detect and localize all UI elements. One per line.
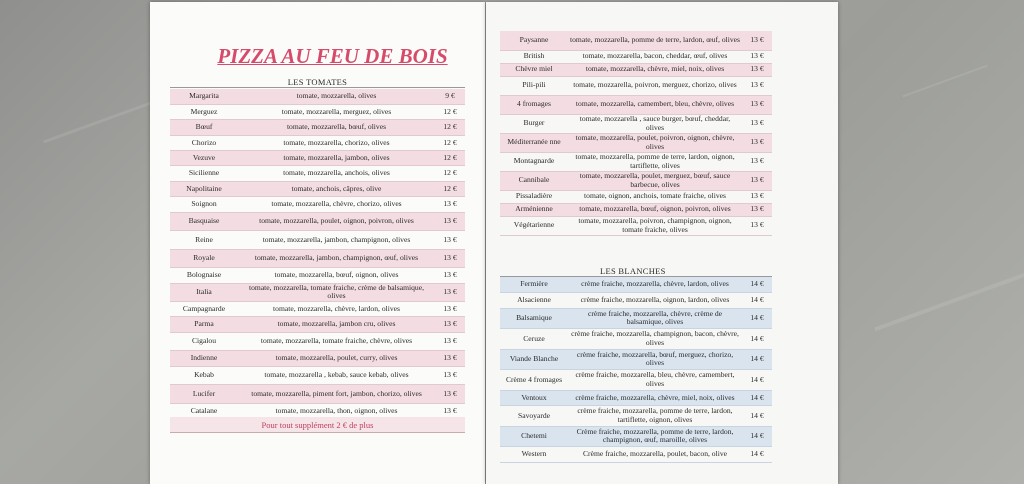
pizza-name: Soignon: [191, 199, 217, 209]
pizza-ingredients: tomate, mozzarella, pomme de terre, lardon, oignon, tartiflette, olives: [575, 152, 735, 170]
pizza-price: 12 €: [443, 106, 457, 116]
pizza-ingredients: tomate, mozzarella, chèvre, chorizo, olives: [271, 199, 402, 209]
pizza-name: 4 fromages: [500, 95, 568, 114]
menu-right-page: [486, 2, 838, 484]
pizza-name: Catalane: [190, 405, 218, 415]
pizza-price: 13 €: [742, 203, 772, 216]
menu-row: [500, 31, 772, 50]
pizza-ingredients: tomate, mozzarella, anchois, olives: [283, 168, 390, 178]
pizza-price: 14 €: [750, 295, 764, 305]
pizza-price: 9 €: [435, 89, 465, 104]
pizza-ingredients: tomate, mozzarella , kebab, sauce kebab, olives: [264, 370, 409, 380]
pizza-ingredients: tomate, anchois, câpres, olive: [238, 181, 435, 196]
menu-row: [500, 426, 772, 447]
pizza-name: Pissaladière: [515, 191, 553, 201]
pizza-ingredients: tomate, mozzarella, poulet, curry, olives: [238, 351, 435, 366]
pizza-price: 13 €: [742, 95, 772, 114]
pizza-ingredients: tomate, mozzarella, jambon cru, olives: [238, 317, 435, 332]
pizza-ingredients: tomate, mozzarella, chèvre, miel, noix, olives: [568, 63, 742, 76]
menu-row: [170, 166, 465, 181]
pizza-ingredients: crème fraiche, mozzarella, chèvre, miel, noix, olives: [568, 390, 742, 406]
pizza-price: 13 €: [435, 351, 465, 366]
pizza-price: 12 €: [435, 151, 465, 166]
pizza-name: Crème 4 fromages: [505, 374, 563, 384]
pizza-price: 13 €: [443, 304, 457, 313]
pizza-name: British: [523, 51, 545, 61]
pizza-ingredients: Crème fraiche, mozzarella, pomme de terre, lardon, champignon, œuf, maroille, olives: [568, 426, 742, 447]
pizza-price: 13 €: [435, 249, 465, 268]
menu-row: [170, 366, 465, 385]
pizza-ingredients: tomate, oignon, anchois, tomate fraiche, olives: [584, 191, 726, 201]
menu-row: [170, 151, 465, 166]
pizza-name: Balsamique: [500, 308, 568, 329]
pizza-price: 13 €: [750, 156, 764, 166]
pizza-name: Méditerranée nne: [500, 133, 568, 152]
pizza-name: Margarita: [170, 89, 238, 104]
pizza-ingredients: crème fraiche, mozzarella, oignon, lardon, olives: [580, 295, 730, 305]
pizza-price: 13 €: [750, 220, 764, 230]
pizza-ingredients: tomate, mozzarella, jambon, olives: [238, 151, 435, 166]
menu-row: [500, 171, 772, 190]
pizza-name: Végétarienne: [513, 220, 555, 230]
pizza-price: 13 €: [443, 199, 457, 209]
menu-row: [170, 120, 465, 135]
pizza-ingredients: tomate, mozzarella, merguez, olives: [281, 106, 392, 116]
tomates-table: [170, 89, 465, 419]
menu-row: [500, 76, 772, 95]
pizza-ingredients: tomate, mozzarella, pomme de terre, lardon, œuf, olives: [568, 31, 742, 50]
pizza-ingredients: tomate, mozzarella , sauce burger, bœuf, cheddar, olives: [579, 114, 731, 132]
menu-row: [500, 406, 772, 427]
pizza-ingredients: crème fraiche, mozzarella, bœuf, merguez, chorizo, olives: [568, 349, 742, 370]
pizza-price: 14 €: [750, 410, 764, 420]
pizza-name: Arménienne: [500, 203, 568, 216]
pizza-price: 14 €: [742, 390, 772, 406]
pizza-name: Cigalou: [191, 336, 217, 346]
menu-left-page: [150, 2, 485, 484]
pizza-ingredients: tomate, mozzarella, tomate fraiche, crème de balsamique, olives: [238, 283, 435, 302]
pizza-name: Alsacienne: [517, 295, 551, 305]
pizza-name: Merguez: [190, 106, 218, 116]
pizza-name: Ventoux: [500, 390, 568, 406]
menu-title: PIZZA AU FEU DE BOIS: [217, 44, 448, 68]
pizza-price: 13 €: [742, 31, 772, 50]
pizza-price: 13 €: [435, 317, 465, 332]
pizza-price: 14 €: [750, 374, 764, 384]
pizza-name: Chorizo: [191, 137, 217, 147]
pizza-ingredients: crème fraiche, mozzarella, bleu, chèvre, camembert, olives: [575, 370, 735, 388]
pizza-ingredients: tomate, mozzarella, chorizo, olives: [283, 137, 390, 147]
pizza-ingredients: crème fraiche, mozzarella, pomme de terre, lardon, tartiflette, oignon, olives: [577, 406, 733, 424]
pizza-price: 13 €: [435, 212, 465, 231]
pizza-price: 13 €: [750, 80, 764, 90]
menu-row: [170, 89, 465, 104]
menu-row: [500, 390, 772, 406]
pizza-ingredients: tomate, mozzarella, poulet, oignon, poivron, olives: [238, 212, 435, 231]
pizza-name: Basquaise: [170, 212, 238, 231]
pizza-name: Chetemi: [500, 426, 568, 447]
menu-row: [170, 231, 465, 250]
pizza-name: Sicilienne: [188, 168, 220, 178]
pizza-price: 14 €: [750, 449, 764, 459]
menu-row: [170, 249, 465, 268]
pizza-price: 13 €: [443, 270, 457, 280]
menu-row: [170, 197, 465, 212]
menu-row: [500, 277, 772, 293]
menu-row: [500, 370, 772, 391]
pizza-price: 12 €: [435, 181, 465, 196]
pizza-price: 13 €: [443, 370, 457, 380]
pizza-name: Burger: [523, 118, 545, 128]
pizza-price: 12 €: [435, 120, 465, 135]
pizza-ingredients: tomate, mozzarella, jambon, champignon, œuf, olives: [238, 249, 435, 268]
blanches-table: [500, 277, 772, 463]
pizza-ingredients: crème fraiche, mozzarella, chèvre, crème de balsamique, olives: [568, 308, 742, 329]
pizza-price: 13 €: [443, 405, 457, 415]
pizza-ingredients: tomate, mozzarella, tomate fraiche, chèvre, olives: [260, 336, 413, 346]
pizza-price: 14 €: [742, 277, 772, 293]
pizza-name: Fermière: [500, 277, 568, 293]
pizza-ingredients: tomate, mozzarella, bacon, cheddar, œuf, olives: [582, 51, 728, 61]
pizza-name: Reine: [195, 234, 213, 244]
menu-row: [170, 212, 465, 231]
menu-row: [170, 317, 465, 332]
pizza-name: Western: [521, 449, 547, 459]
pizza-price: 13 €: [435, 283, 465, 302]
pizza-ingredients: tomate, mozzarella, poivron, merguez, chorizo, olives: [573, 80, 737, 90]
menu-row: [500, 447, 772, 463]
pizza-name: Cannibale: [500, 171, 568, 190]
pizza-ingredients: tomate, mozzarella, camembert, bleu, chèvre, olives: [568, 95, 742, 114]
pizza-price: 13 €: [443, 234, 457, 244]
pizza-price: 13 €: [435, 385, 465, 404]
pizza-price: 14 €: [750, 333, 764, 343]
menu-row: [500, 133, 772, 152]
pizza-price: 13 €: [750, 51, 764, 61]
pizza-price: 13 €: [742, 63, 772, 76]
pizza-price: 14 €: [742, 308, 772, 329]
menu-row: [500, 349, 772, 370]
menu-row: [500, 293, 772, 309]
pizza-name: Bolognaise: [186, 270, 222, 280]
pizza-name: Ceruze: [523, 333, 545, 343]
pizza-ingredients: crème fraiche, mozzarella, chèvre, lardon, olives: [568, 277, 742, 293]
pizza-ingredients: Crème fraiche, mozzarella, poulet, bacon, olive: [582, 449, 727, 459]
menu-row: [500, 95, 772, 114]
menu-row: [170, 385, 465, 404]
pizza-price: 13 €: [750, 118, 764, 128]
pizza-name: Italia: [170, 283, 238, 302]
pizza-ingredients: tomate, mozzarella, bœuf, oignon, poivron, olives: [568, 203, 742, 216]
pizza-name: Bœuf: [170, 120, 238, 135]
menu-row: [500, 329, 772, 350]
pizza-name: Paysanne: [500, 31, 568, 50]
pizza-name: Campagnarde: [182, 304, 226, 313]
pizza-ingredients: tomate, mozzarella, olives: [238, 89, 435, 104]
pizza-price: 13 €: [742, 171, 772, 190]
pizza-price: 13 €: [742, 133, 772, 152]
supplement-note: Pour tout supplément 2 € de plus: [170, 417, 465, 433]
pizza-name: Lucifer: [170, 385, 238, 404]
pizza-name: Indienne: [170, 351, 238, 366]
pizza-name: Royale: [170, 249, 238, 268]
pizza-ingredients: tomate, mozzarella, bœuf, olives: [238, 120, 435, 135]
pizza-ingredients: tomate, mozzarella, chèvre, lardon, olives: [273, 304, 400, 313]
menu-row: [500, 152, 772, 171]
menu-row: [500, 114, 772, 133]
pizza-price: 13 €: [443, 336, 457, 346]
pizza-price: 13 €: [750, 191, 764, 201]
pizza-name: Montagnarde: [513, 156, 555, 166]
menu-row: [500, 216, 772, 235]
menu-row: [170, 268, 465, 283]
pizza-price: 12 €: [443, 137, 457, 147]
pizza-name: Chèvre miel: [500, 63, 568, 76]
pizza-name: Napolitaine: [170, 181, 238, 196]
pizza-ingredients: tomate, mozzarella, bœuf, oignon, olives: [274, 270, 399, 280]
menu-row: [500, 190, 772, 203]
pizza-ingredients: crème fraiche, mozzarella, champignon, bacon, chèvre, olives: [571, 329, 739, 347]
pizza-price: 14 €: [742, 349, 772, 370]
pizza-name: Pili-pili: [522, 80, 546, 90]
pizza-name: Savoyarde: [517, 410, 551, 420]
pizza-ingredients: tomate, mozzarella, thon, oignon, olives: [275, 405, 398, 415]
pizza-ingredients: tomate, mozzarella, poulet, merguez, bœuf, sauce barbecue, olives: [568, 171, 742, 190]
pizza-ingredients: tomate, mozzarella, piment fort, jambon, chorizo, olives: [238, 385, 435, 404]
pizza-ingredients: tomate, mozzarella, poivron, champignon, oignon, tomate fraiche, olives: [578, 216, 732, 234]
menu-row: [500, 203, 772, 216]
pizza-price: 14 €: [742, 426, 772, 447]
menu-row: [170, 332, 465, 351]
menu-row: [170, 135, 465, 150]
menu-row: [500, 63, 772, 76]
menu-row: [170, 104, 465, 119]
pizza-price: 12 €: [443, 168, 457, 178]
pizza-name: Kebab: [194, 370, 214, 380]
section-heading-tomates: LES TOMATES: [170, 77, 465, 88]
pizza-name: Viande Blanche: [500, 349, 568, 370]
menu-row: [500, 308, 772, 329]
pizza-ingredients: tomate, mozzarella, jambon, champignon, olives: [262, 234, 411, 244]
section-heading-blanches: LES BLANCHES: [500, 266, 772, 277]
menu-row: [170, 302, 465, 317]
menu-row: [170, 351, 465, 366]
pizza-name: Vezuve: [170, 151, 238, 166]
pizza-ingredients: tomate, mozzarella, poulet, poivron, oignon, chèvre, olives: [568, 133, 742, 152]
menu-row: [500, 50, 772, 63]
pizza-name: Parma: [170, 317, 238, 332]
tomates-suite-table: [500, 31, 772, 236]
menu-row: [170, 181, 465, 196]
menu-row: [170, 283, 465, 302]
